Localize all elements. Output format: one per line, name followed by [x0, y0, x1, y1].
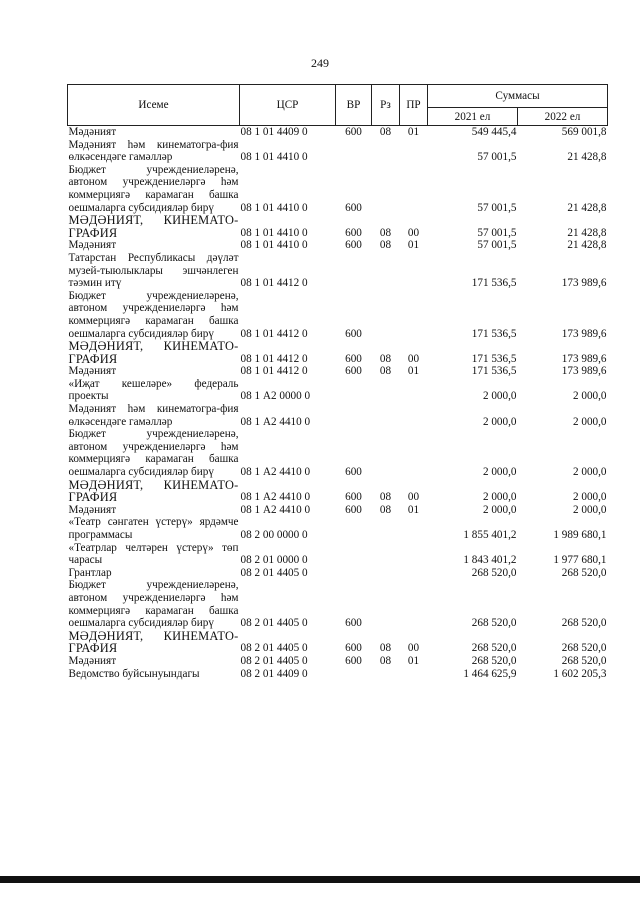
row-name-cell: Бюджет учреждениеләренә, автоном учреждениеләргә һәм коммерциягә карамаган башка оешмаларга субсидияләр бирү [68, 163, 239, 214]
row-sum-2022-cell: 268 520,0 [561, 642, 607, 655]
row-csr-cell: 08 1 01 4410 0 [240, 201, 308, 214]
row-name-cell: Мәдәният [68, 503, 117, 516]
row-vr-cell [336, 516, 372, 541]
table-row [68, 365, 608, 378]
row-pr-cell [400, 290, 428, 340]
col-header-name: Исеме [68, 85, 240, 126]
table-row [68, 290, 608, 340]
row-sum-2021-cell: 57 001,5 [477, 201, 517, 214]
row-sum-2021-cell: 268 520,0 [471, 566, 517, 579]
row-sum-2022-cell: 1 989 680,1 [553, 529, 607, 541]
row-vr-cell: 600 [345, 201, 362, 214]
row-name-cell: Ведомство буйсынуындагы [68, 667, 200, 680]
row-pr-cell: 01 [407, 503, 420, 516]
row-vr-cell [336, 542, 372, 567]
table-header [68, 85, 608, 126]
row-name-cell: Мәдәният [68, 654, 117, 667]
row-csr-cell: 08 1 А2 0000 0 [240, 390, 311, 403]
row-sum-2022-cell: 21 428,8 [567, 239, 607, 252]
row-name-cell: Мәдәният һәм кинематогра-фия өлкәсендәге гамәлләр [68, 138, 239, 164]
row-pr-cell: 01 [407, 654, 420, 667]
table-row [68, 655, 608, 668]
row-vr-cell: 600 [345, 642, 362, 655]
row-name-cell: МӘДӘНИЯТ, КИНЕМАТО-ГРАФИЯ [68, 477, 239, 505]
row-name-cell: «Театрлар челтәрен үстерү» төп чарасы [68, 541, 239, 567]
row-pr-cell [400, 579, 428, 629]
row-name-cell: Мәдәният [68, 239, 117, 252]
row-rz-cell [372, 579, 400, 629]
row-name-cell: Мәдәният һәм кинематогра-фия өлкәсендәге гамәлләр [68, 403, 239, 428]
row-sum-2022-cell: 173 989,6 [561, 365, 607, 378]
row-vr-cell: 600 [345, 365, 362, 378]
row-csr-cell: 08 1 А2 4410 0 [240, 466, 311, 479]
row-sum-2021-cell: 268 520,0 [471, 642, 517, 655]
row-sum-2022-cell: 2 000,0 [572, 466, 607, 479]
row-vr-cell [336, 668, 372, 681]
row-name-cell: «Иҗат кешеләре» федераль проекты [68, 377, 239, 403]
row-vr-cell: 600 [345, 503, 362, 516]
table-row [68, 516, 608, 541]
row-sum-2022-cell: 2 000,0 [572, 491, 607, 504]
row-rz-cell: 08 [379, 642, 392, 655]
row-sum-2021-cell: 171 536,5 [471, 327, 517, 340]
row-name-cell: Мәдәният [68, 126, 117, 138]
row-name-cell: Бюджет учреждениеләренә, автоном учреждениеләргә һәм коммерциягә карамаган башка оешмаларга субсидияләр бирү [68, 289, 239, 340]
row-vr-cell: 600 [345, 239, 362, 252]
row-sum-2022-cell: 1 977 680,1 [553, 554, 607, 567]
row-csr-cell: 08 1 01 4410 0 [240, 239, 308, 252]
row-vr-cell: 600 [345, 126, 362, 138]
row-name-cell: Грантлар [68, 566, 112, 579]
row-name-cell: Мәдәният [68, 365, 117, 378]
col-header-vr: ВР [336, 85, 372, 126]
row-sum-2022-cell: 2 000,0 [572, 415, 607, 428]
row-sum-2021-cell: 171 536,5 [471, 277, 517, 290]
row-vr-cell: 600 [345, 226, 362, 239]
row-rz-cell: 08 [379, 654, 392, 667]
row-pr-cell: 01 [407, 126, 420, 138]
row-rz-cell [372, 428, 400, 478]
row-csr-cell: 08 1 А2 4410 0 [240, 415, 311, 428]
row-pr-cell [400, 668, 428, 681]
row-vr-cell [336, 378, 372, 403]
row-vr-cell [336, 252, 372, 290]
row-rz-cell: 08 [379, 491, 392, 504]
col-header-pr: ПР [400, 85, 428, 126]
row-vr-cell: 600 [345, 327, 362, 340]
table-row [68, 139, 608, 164]
row-rz-cell: 08 [379, 239, 392, 252]
row-vr-cell [336, 567, 372, 580]
row-rz-cell: 08 [379, 503, 392, 516]
row-vr-cell: 600 [345, 654, 362, 667]
row-sum-2021-cell: 171 536,5 [471, 352, 517, 365]
row-sum-2021-cell: 1 855 401,2 [463, 529, 517, 541]
col-header-sums: Суммасы [428, 85, 608, 108]
table-row [68, 668, 608, 681]
row-csr-cell: 08 1 01 4409 0 [240, 126, 308, 138]
row-rz-cell: 08 [379, 365, 392, 378]
row-rz-cell: 08 [379, 126, 392, 138]
row-csr-cell: 08 1 01 4410 0 [240, 151, 308, 164]
row-pr-cell: 00 [407, 642, 420, 655]
row-name-cell: Бюджет учреждениеләренә, автоном учреждениеләргә һәм коммерциягә карамаган башка оешмаларга субсидияләр бирү [68, 428, 239, 479]
row-sum-2022-cell: 2 000,0 [572, 390, 607, 403]
table-row [68, 214, 608, 239]
row-sum-2022-cell: 173 989,6 [561, 352, 607, 365]
table-row [68, 579, 608, 629]
row-pr-cell: 00 [407, 491, 420, 504]
row-sum-2022-cell: 21 428,8 [567, 151, 607, 164]
row-csr-cell: 08 1 01 4412 0 [240, 327, 308, 340]
row-sum-2021-cell: 1 464 625,9 [463, 667, 517, 680]
row-sum-2022-cell: 268 520,0 [561, 566, 607, 579]
row-csr-cell: 08 1 01 4410 0 [240, 226, 308, 239]
row-pr-cell [400, 516, 428, 541]
col-header-csr: ЦСР [240, 85, 336, 126]
table-row [68, 164, 608, 214]
table-row [68, 239, 608, 252]
row-pr-cell [400, 542, 428, 567]
row-vr-cell: 600 [345, 617, 362, 630]
row-rz-cell [372, 403, 400, 428]
row-pr-cell [400, 428, 428, 478]
row-sum-2021-cell: 171 536,5 [471, 365, 517, 378]
row-vr-cell: 600 [345, 352, 362, 365]
row-vr-cell: 600 [345, 466, 362, 479]
row-name-cell: МӘДӘНИЯТ, КИНЕМАТО-ГРАФИЯ [68, 213, 239, 240]
row-sum-2021-cell: 2 000,0 [482, 466, 517, 479]
row-pr-cell [400, 378, 428, 403]
row-csr-cell: 08 2 01 4405 0 [240, 654, 308, 667]
row-sum-2022-cell: 268 520,0 [561, 654, 607, 667]
col-header-rz: Рз [372, 85, 400, 126]
table-row [68, 126, 608, 139]
row-csr-cell: 08 2 01 0000 0 [240, 554, 308, 567]
row-rz-cell [372, 139, 400, 164]
row-rz-cell [372, 567, 400, 580]
row-name-cell: Бюджет учреждениеләренә, автоном учреждениеләргә һәм коммерциягә карамаган башка оешмаларга субсидияләр бирү [68, 579, 239, 630]
row-csr-cell: 08 1 01 4412 0 [240, 352, 308, 365]
row-pr-cell: 01 [407, 365, 420, 378]
table-row [68, 403, 608, 428]
row-vr-cell [336, 139, 372, 164]
table-row [68, 340, 608, 365]
row-sum-2022-cell: 173 989,6 [561, 277, 607, 290]
row-sum-2021-cell: 57 001,5 [477, 226, 517, 239]
row-sum-2021-cell: 1 843 401,2 [463, 554, 517, 567]
table-row [68, 252, 608, 290]
table-row [68, 504, 608, 517]
row-csr-cell: 08 2 01 4409 0 [240, 667, 308, 680]
row-rz-cell [372, 668, 400, 681]
row-pr-cell [400, 164, 428, 214]
row-sum-2021-cell: 268 520,0 [471, 654, 517, 667]
row-rz-cell [372, 164, 400, 214]
row-sum-2021-cell: 57 001,5 [477, 151, 517, 164]
row-rz-cell [372, 516, 400, 541]
row-name-cell: Татарстан Республикасы дәүләт музей-тыюлыклары эшчәнлеген тәэмин итү [68, 251, 239, 290]
col-header-2021: 2021 ел [428, 108, 518, 126]
row-name-cell: «Театр сәнгатен үстерү» ярдәмче программасы [68, 516, 239, 541]
row-sum-2022-cell: 173 989,6 [561, 327, 607, 340]
row-pr-cell [400, 567, 428, 580]
scan-edge-bar [0, 876, 640, 883]
row-rz-cell: 08 [379, 226, 392, 239]
row-pr-cell: 00 [407, 352, 420, 365]
row-vr-cell [336, 403, 372, 428]
row-pr-cell: 00 [407, 226, 420, 239]
row-rz-cell [372, 252, 400, 290]
row-name-cell: МӘДӘНИЯТ, КИНЕМАТО-ГРАФИЯ [68, 339, 239, 366]
row-csr-cell: 08 2 01 4405 0 [240, 617, 308, 630]
row-csr-cell: 08 1 А2 4410 0 [240, 491, 311, 504]
row-pr-cell [400, 252, 428, 290]
row-vr-cell: 600 [345, 491, 362, 504]
row-sum-2022-cell: 21 428,8 [567, 226, 607, 239]
table-row [68, 630, 608, 655]
row-csr-cell: 08 1 01 4412 0 [240, 365, 308, 378]
row-pr-cell: 01 [407, 239, 420, 252]
row-sum-2022-cell: 21 428,8 [567, 201, 607, 214]
row-rz-cell [372, 542, 400, 567]
col-header-2022: 2022 ел [518, 108, 608, 126]
row-csr-cell: 08 1 01 4412 0 [240, 277, 308, 290]
budget-table [67, 84, 608, 680]
table-row [68, 428, 608, 478]
row-rz-cell: 08 [379, 352, 392, 365]
row-csr-cell: 08 2 01 4405 0 [240, 642, 308, 655]
row-rz-cell [372, 290, 400, 340]
table-row [68, 378, 608, 403]
row-sum-2021-cell: 2 000,0 [482, 491, 517, 504]
row-sum-2021-cell: 57 001,5 [477, 239, 517, 252]
row-sum-2021-cell: 268 520,0 [471, 617, 517, 630]
row-sum-2021-cell: 2 000,0 [482, 390, 517, 403]
row-sum-2022-cell: 2 000,0 [572, 503, 607, 516]
row-csr-cell: 08 1 А2 4410 0 [240, 503, 311, 516]
row-csr-cell: 08 2 00 0000 0 [240, 529, 308, 541]
page-number: 249 [311, 56, 329, 70]
row-sum-2022-cell: 268 520,0 [561, 617, 607, 630]
row-sum-2022-cell: 1 602 205,3 [553, 667, 607, 680]
row-sum-2021-cell: 2 000,0 [482, 415, 517, 428]
row-sum-2021-cell: 549 445,4 [471, 126, 517, 138]
row-pr-cell [400, 139, 428, 164]
table-row [68, 479, 608, 504]
table-row [68, 567, 608, 580]
row-name-cell: МӘДӘНИЯТ, КИНЕМАТО-ГРАФИЯ [68, 628, 239, 656]
row-sum-2021-cell: 2 000,0 [482, 503, 517, 516]
row-sum-2022-cell: 569 001,8 [561, 126, 607, 138]
table-row [68, 542, 608, 567]
table-body [68, 126, 608, 681]
row-rz-cell [372, 378, 400, 403]
row-csr-cell: 08 2 01 4405 0 [240, 566, 308, 579]
row-pr-cell [400, 403, 428, 428]
